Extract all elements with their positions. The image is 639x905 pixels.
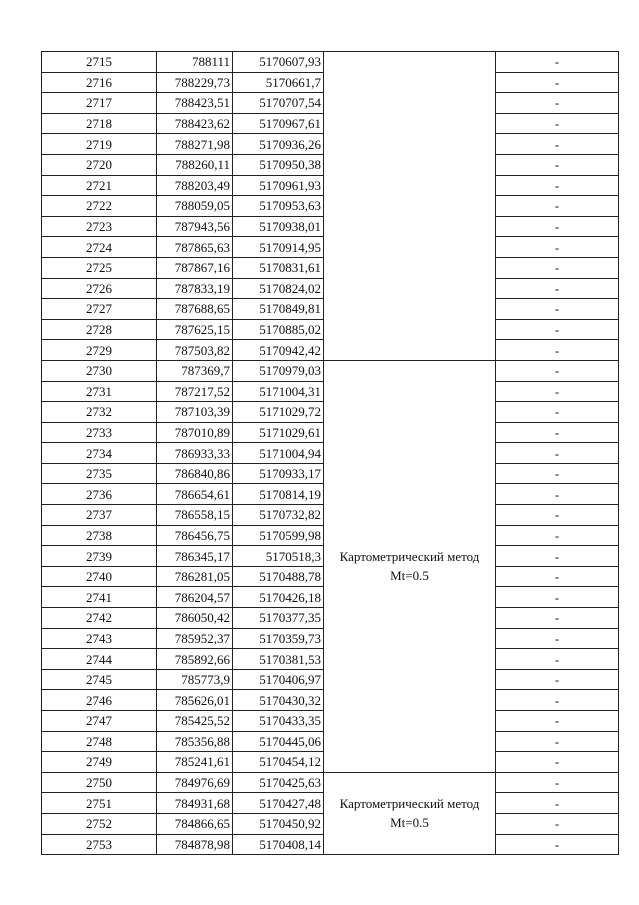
method-accuracy: Mt=0.5 [390, 568, 429, 584]
value-cell: - [496, 216, 619, 237]
method-cell [324, 772, 496, 854]
y-coordinate-cell: 5170359,73 [233, 628, 324, 649]
y-coordinate-cell: 5170938,01 [233, 216, 324, 237]
y-coordinate-cell: 5170814,19 [233, 484, 324, 505]
point-number-cell: 2715 [42, 52, 157, 73]
y-coordinate-cell: 5170381,53 [233, 649, 324, 670]
y-coordinate-cell: 5170450,92 [233, 813, 324, 834]
point-number-cell: 2717 [42, 93, 157, 114]
value-cell: - [496, 628, 619, 649]
y-coordinate-cell: 5170849,81 [233, 299, 324, 320]
coordinates-table-body [42, 52, 619, 855]
y-coordinate-cell: 5170454,12 [233, 752, 324, 773]
value-cell: - [496, 752, 619, 773]
y-coordinate-cell: 5170885,02 [233, 319, 324, 340]
point-number-cell: 2752 [42, 813, 157, 834]
x-coordinate-cell: 788423,51 [157, 93, 233, 114]
y-coordinate-cell: 5170430,32 [233, 690, 324, 711]
y-coordinate-cell: 5171004,31 [233, 381, 324, 402]
y-coordinate-cell: 5170824,02 [233, 278, 324, 299]
point-number-cell: 2753 [42, 834, 157, 855]
y-coordinate-cell: 5170732,82 [233, 505, 324, 526]
value-cell: - [496, 93, 619, 114]
y-coordinate-cell: 5170936,26 [233, 134, 324, 155]
x-coordinate-cell: 786933,33 [157, 443, 233, 464]
x-coordinate-cell: 787943,56 [157, 216, 233, 237]
point-number-cell: 2721 [42, 175, 157, 196]
point-number-cell: 2734 [42, 443, 157, 464]
value-cell: - [496, 237, 619, 258]
x-coordinate-cell: 785356,88 [157, 731, 233, 752]
value-cell: - [496, 813, 619, 834]
y-coordinate-cell: 5170607,93 [233, 52, 324, 73]
x-coordinate-cell: 787865,63 [157, 237, 233, 258]
point-number-cell: 2748 [42, 731, 157, 752]
value-cell: - [496, 587, 619, 608]
value-cell: - [496, 278, 619, 299]
point-number-cell: 2739 [42, 546, 157, 567]
y-coordinate-cell: 5170518,3 [233, 546, 324, 567]
point-number-cell: 2720 [42, 154, 157, 175]
y-coordinate-cell: 5170933,17 [233, 463, 324, 484]
x-coordinate-cell: 785626,01 [157, 690, 233, 711]
value-cell: - [496, 175, 619, 196]
point-number-cell: 2737 [42, 505, 157, 526]
value-cell: - [496, 422, 619, 443]
value-cell: - [496, 793, 619, 814]
value-cell: - [496, 566, 619, 587]
y-coordinate-cell: 5170942,42 [233, 340, 324, 361]
point-number-cell: 2729 [42, 340, 157, 361]
y-coordinate-cell: 5170914,95 [233, 237, 324, 258]
y-coordinate-cell: 5171004,94 [233, 443, 324, 464]
point-number-cell: 2736 [42, 484, 157, 505]
point-number-cell: 2731 [42, 381, 157, 402]
y-coordinate-cell: 5170408,14 [233, 834, 324, 855]
value-cell: - [496, 525, 619, 546]
y-coordinate-cell: 5170427,48 [233, 793, 324, 814]
point-number-cell: 2724 [42, 237, 157, 258]
point-number-cell: 2733 [42, 422, 157, 443]
value-cell: - [496, 257, 619, 278]
value-cell: - [496, 834, 619, 855]
y-coordinate-cell: 5170433,35 [233, 711, 324, 732]
x-coordinate-cell: 788059,05 [157, 196, 233, 217]
coordinates-table [41, 51, 619, 855]
y-coordinate-cell: 5170661,7 [233, 72, 324, 93]
x-coordinate-cell: 786204,57 [157, 587, 233, 608]
point-number-cell: 2744 [42, 649, 157, 670]
value-cell: - [496, 484, 619, 505]
x-coordinate-cell: 786654,61 [157, 484, 233, 505]
point-number-cell: 2750 [42, 772, 157, 793]
value-cell: - [496, 711, 619, 732]
value-cell: - [496, 731, 619, 752]
value-cell: - [496, 608, 619, 629]
point-number-cell: 2749 [42, 752, 157, 773]
point-number-cell: 2725 [42, 257, 157, 278]
x-coordinate-cell: 784976,69 [157, 772, 233, 793]
value-cell: - [496, 113, 619, 134]
point-number-cell: 2746 [42, 690, 157, 711]
point-number-cell: 2745 [42, 669, 157, 690]
x-coordinate-cell: 784878,98 [157, 834, 233, 855]
value-cell: - [496, 154, 619, 175]
method-label: Картометрический метод [339, 796, 480, 812]
x-coordinate-cell: 788423,62 [157, 113, 233, 134]
x-coordinate-cell: 786281,05 [157, 566, 233, 587]
y-coordinate-cell: 5170425,63 [233, 772, 324, 793]
y-coordinate-cell: 5170967,61 [233, 113, 324, 134]
method-cell-empty [324, 52, 496, 361]
x-coordinate-cell: 785952,37 [157, 628, 233, 649]
x-coordinate-cell: 787503,82 [157, 340, 233, 361]
value-cell: - [496, 546, 619, 567]
point-number-cell: 2726 [42, 278, 157, 299]
point-number-cell: 2743 [42, 628, 157, 649]
x-coordinate-cell: 787103,39 [157, 402, 233, 423]
y-coordinate-cell: 5170707,54 [233, 93, 324, 114]
x-coordinate-cell: 787625,15 [157, 319, 233, 340]
y-coordinate-cell: 5170599,98 [233, 525, 324, 546]
point-number-cell: 2740 [42, 566, 157, 587]
y-coordinate-cell: 5170979,03 [233, 360, 324, 381]
y-coordinate-cell: 5170445,06 [233, 731, 324, 752]
value-cell: - [496, 52, 619, 73]
y-coordinate-cell: 5170488,78 [233, 566, 324, 587]
value-cell: - [496, 196, 619, 217]
value-cell: - [496, 649, 619, 670]
x-coordinate-cell: 788203,49 [157, 175, 233, 196]
value-cell: - [496, 402, 619, 423]
x-coordinate-cell: 785773,9 [157, 669, 233, 690]
x-coordinate-cell: 787369,7 [157, 360, 233, 381]
table-row [42, 360, 619, 381]
x-coordinate-cell: 788229,73 [157, 72, 233, 93]
y-coordinate-cell: 5171029,72 [233, 402, 324, 423]
x-coordinate-cell: 785425,52 [157, 711, 233, 732]
y-coordinate-cell: 5170831,61 [233, 257, 324, 278]
y-coordinate-cell: 5170961,93 [233, 175, 324, 196]
point-number-cell: 2722 [42, 196, 157, 217]
x-coordinate-cell: 785892,66 [157, 649, 233, 670]
value-cell: - [496, 319, 619, 340]
point-number-cell: 2727 [42, 299, 157, 320]
point-number-cell: 2716 [42, 72, 157, 93]
point-number-cell: 2730 [42, 360, 157, 381]
point-number-cell: 2742 [42, 608, 157, 629]
point-number-cell: 2738 [42, 525, 157, 546]
point-number-cell: 2728 [42, 319, 157, 340]
point-number-cell: 2735 [42, 463, 157, 484]
x-coordinate-cell: 786050,42 [157, 608, 233, 629]
x-coordinate-cell: 784931,68 [157, 793, 233, 814]
y-coordinate-cell: 5171029,61 [233, 422, 324, 443]
value-cell: - [496, 505, 619, 526]
x-coordinate-cell: 788111 [157, 52, 233, 73]
table-row [42, 52, 619, 73]
value-cell: - [496, 299, 619, 320]
x-coordinate-cell: 787217,52 [157, 381, 233, 402]
x-coordinate-cell: 787833,19 [157, 278, 233, 299]
x-coordinate-cell: 787010,89 [157, 422, 233, 443]
value-cell: - [496, 134, 619, 155]
value-cell: - [496, 381, 619, 402]
x-coordinate-cell: 786840,86 [157, 463, 233, 484]
value-cell: - [496, 72, 619, 93]
value-cell: - [496, 772, 619, 793]
point-number-cell: 2723 [42, 216, 157, 237]
table-row [42, 772, 619, 793]
point-number-cell: 2751 [42, 793, 157, 814]
x-coordinate-cell: 787688,65 [157, 299, 233, 320]
method-label: Картометрический метод [339, 549, 480, 565]
value-cell: - [496, 443, 619, 464]
x-coordinate-cell: 788260,11 [157, 154, 233, 175]
x-coordinate-cell: 785241,61 [157, 752, 233, 773]
method-accuracy: Mt=0.5 [390, 815, 429, 831]
y-coordinate-cell: 5170406,97 [233, 669, 324, 690]
y-coordinate-cell: 5170953,63 [233, 196, 324, 217]
value-cell: - [496, 463, 619, 484]
x-coordinate-cell: 787867,16 [157, 257, 233, 278]
x-coordinate-cell: 788271,98 [157, 134, 233, 155]
method-cell [324, 360, 496, 772]
x-coordinate-cell: 784866,65 [157, 813, 233, 834]
value-cell: - [496, 360, 619, 381]
x-coordinate-cell: 786345,17 [157, 546, 233, 567]
x-coordinate-cell: 786558,15 [157, 505, 233, 526]
point-number-cell: 2732 [42, 402, 157, 423]
y-coordinate-cell: 5170377,35 [233, 608, 324, 629]
point-number-cell: 2747 [42, 711, 157, 732]
value-cell: - [496, 340, 619, 361]
point-number-cell: 2719 [42, 134, 157, 155]
x-coordinate-cell: 786456,75 [157, 525, 233, 546]
point-number-cell: 2741 [42, 587, 157, 608]
value-cell: - [496, 690, 619, 711]
point-number-cell: 2718 [42, 113, 157, 134]
y-coordinate-cell: 5170950,38 [233, 154, 324, 175]
value-cell: - [496, 669, 619, 690]
y-coordinate-cell: 5170426,18 [233, 587, 324, 608]
